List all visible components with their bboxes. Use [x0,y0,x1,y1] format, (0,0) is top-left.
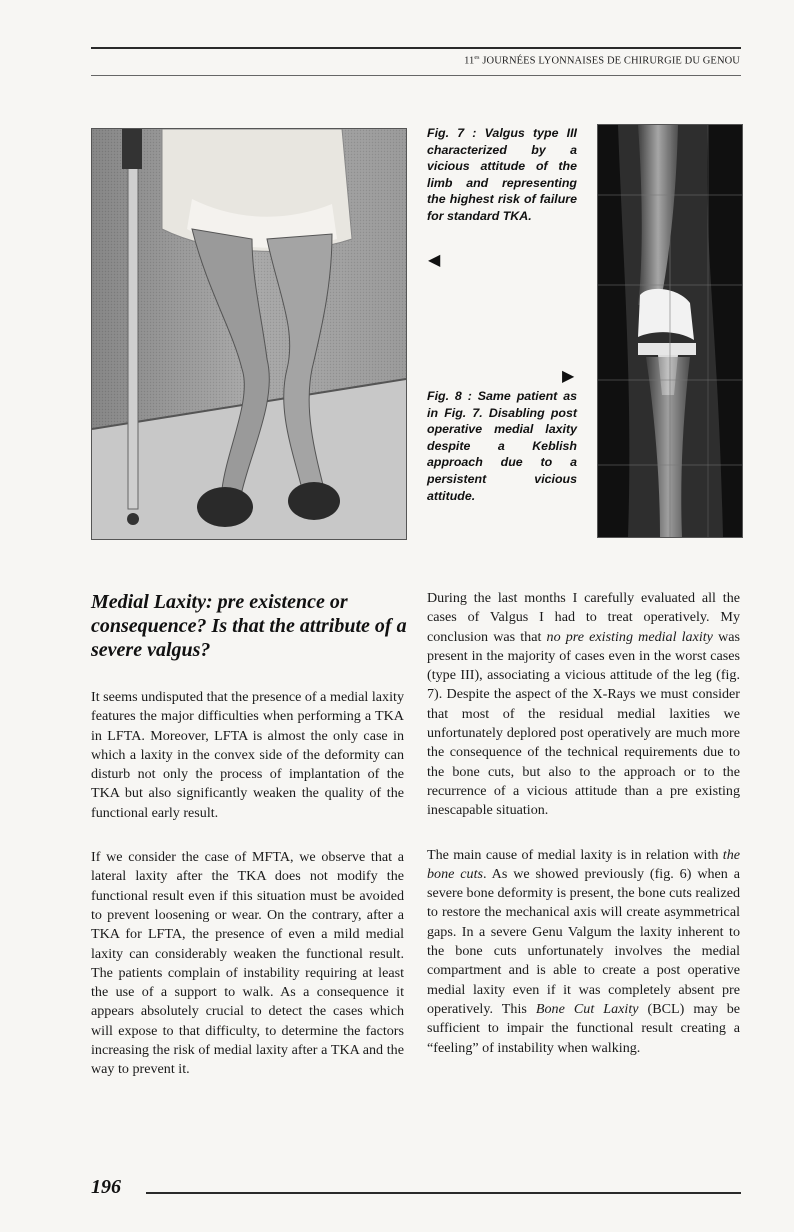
fig7-text: Valgus type III characterized by a vicious attitude of the limb and representing the highest risk of failure for standard TKA. [427,126,577,223]
left-column [91,688,404,1099]
header-rule-top [91,47,741,49]
fig8-xray-svg [598,125,742,537]
fig7-caption [427,125,577,225]
running-head-number: 11 [464,55,475,67]
right-p2-b: . As we showed previously (fig. 6) when a severe bone deformity is present, the bone cuts realized to restore the mechanical axis will create asymmetrical gaps. In a severe Genu Valgum the laxity inherent to the bone cuts unfortunately involves the medial compartment and is able to create a post operative medial laxity even if it was completely absent pre operatively. This [427,865,740,1017]
fig7-photo-svg [92,129,406,539]
fig7-label: Fig. 7 : [427,126,477,140]
running-head-sup: es [474,55,480,61]
right-p1-a: During the last months I carefully evaluated all the cases of Valgus I had to treat operatively. My conclusion was that [427,590,740,645]
fig8-xray [597,124,743,538]
right-p2-emphasis-2: Bone Cut Laxity [535,1000,639,1017]
right-paragraph-1 [427,589,740,821]
fig8-text: Same patient as in Fig. 7. Disabling post operative medial laxity despite a Keblish approach due to a persistent vicious attitude. [427,389,577,503]
fig8-arrow-icon: ▶ [562,366,575,385]
right-p1-b: was present in the majority of cases even in the worst cases (type III), associating a vicious attitude of the leg (fig. 7). Despite the aspect of the X-Rays we must consider that most of the residual medial laxities we unfortunately deplored post operatively are much more the consequence of the technical requirements due to the bone cuts, but also to the approach or to the recurrence of a vicious attitude than a pre existing inescapable situation. [427,628,740,819]
header-rule-bottom [91,75,741,76]
running-head [390,55,740,67]
fig7-photo [91,128,407,540]
left-paragraph-1: It seems undisputed that the presence of a medial laxity features the major difficulties when performing a TKA in LFTA. Moreover, LFTA is almost the only case in which a laxity in the convex side of the deformity can disturb not only the process of implantation of the TKA but also significantly weaken the quality of the functional early result. [91,689,404,821]
right-column [427,589,740,1077]
page-number: 196 [91,1176,121,1198]
fig8-label: Fig. 8 : [427,389,472,403]
right-paragraph-2 [427,846,740,1058]
right-p2-c: (BCL) may be sufficient to impair the functional result creating a “feeling” of instability when walking. [427,1000,740,1056]
fig7-arrow-icon: ◀ [428,250,441,269]
section-heading: Medial Laxity: pre existence or consequence? Is that the attribute of a severe valgus? [91,591,407,661]
right-p2-emphasis-1: the bone cuts [427,846,740,882]
footer-rule [146,1192,741,1194]
left-paragraph-2: If we consider the case of MFTA, we observe that a lateral laxity after the TKA does not modify the functional result even if this situation must be avoided to prevent loosening or wear. On the contrary, after a TKA for LFTA, the presence of even a mild medial laxity can considerably weaken the functional result. The patients complain of instability requiring at least the use of a support to walk. As a consequence it appears absolutely crucial to detect the cases which will expose to that difficulty, to determine the factors increasing the risk of medial laxity after a TKA and the way to prevent it. [91,849,404,1078]
right-p2-a: The main cause of medial laxity is in relation with [427,846,723,863]
fig8-caption [427,388,577,504]
running-head-text: JOURNÉES LYONNAISES DE CHIRURGIE DU GENOU [479,55,740,67]
right-p1-emphasis: no pre existing medial laxity [546,628,713,645]
